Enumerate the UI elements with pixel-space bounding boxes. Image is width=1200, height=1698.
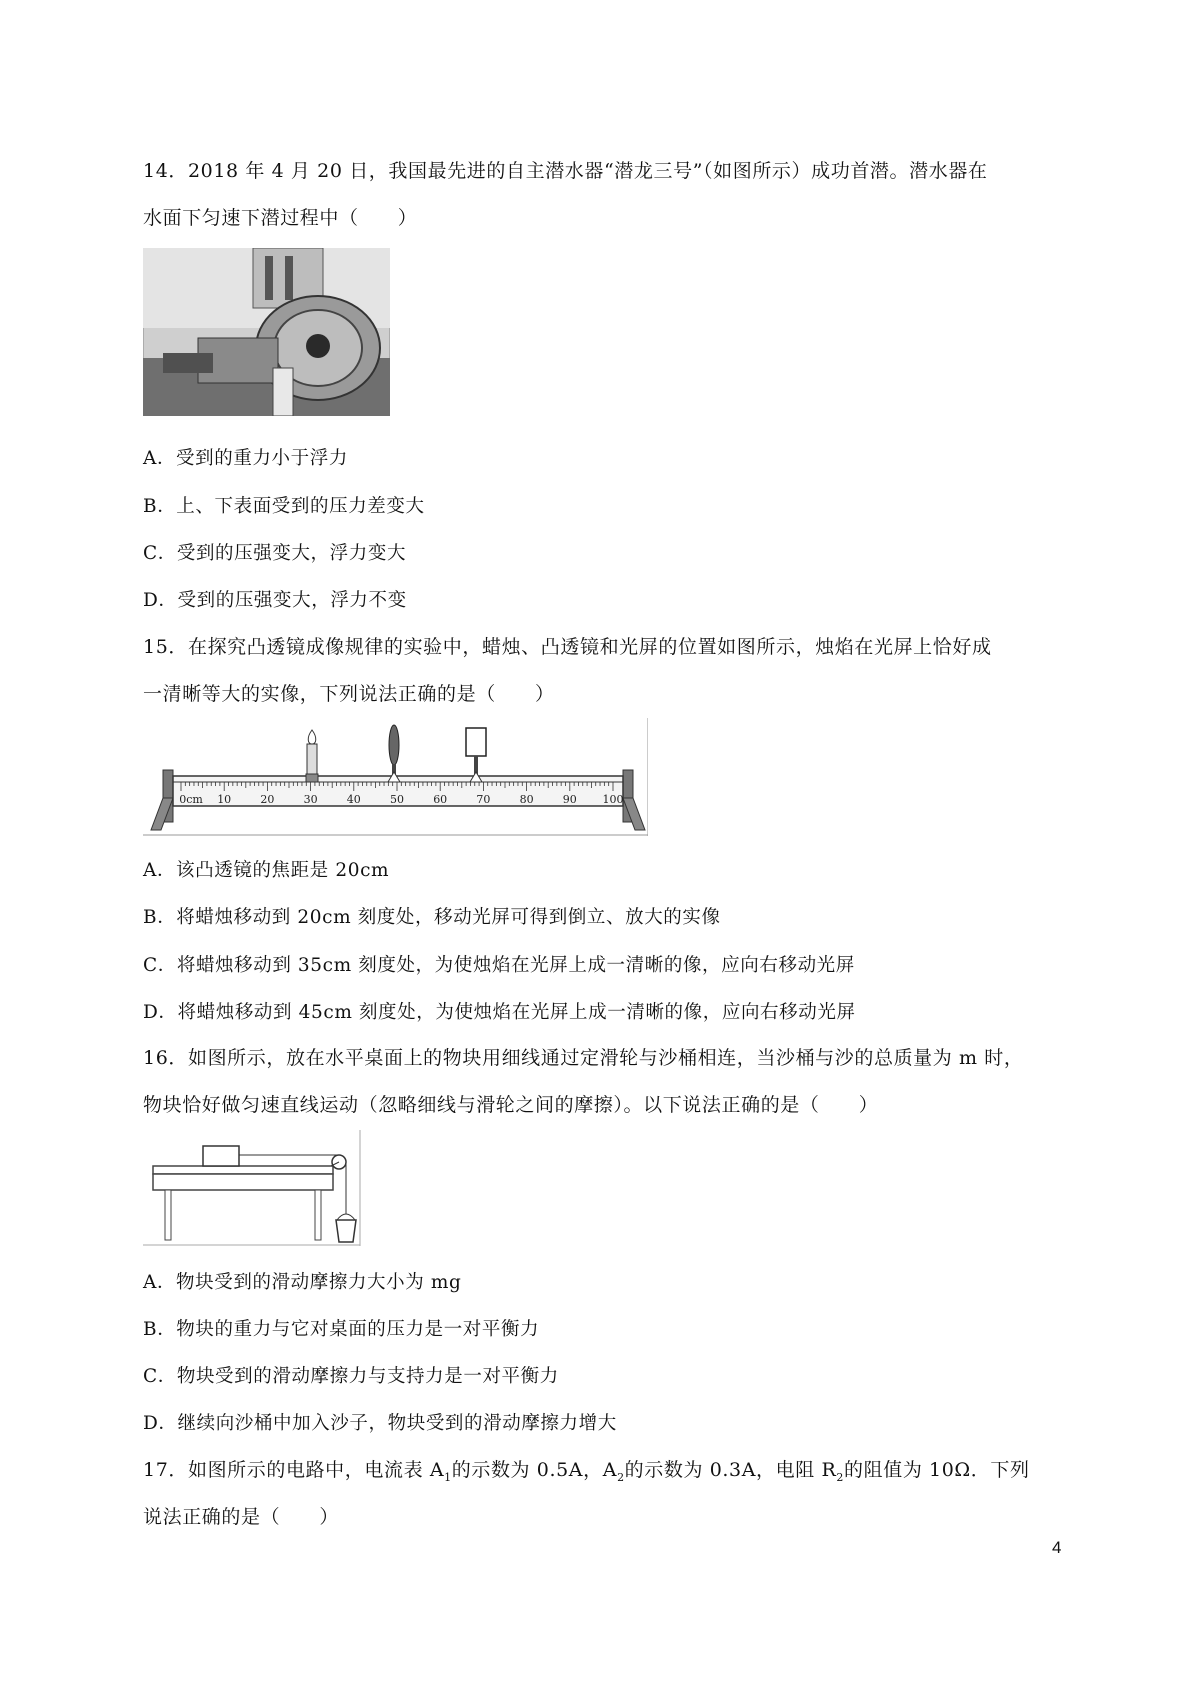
q15-option-c: C．将蜡烛移动到 35cm 刻度处，为使烛焰在光屏上成一清晰的像，应向右移动光屏	[143, 955, 855, 976]
q16-stem-line2: 物块恰好做匀速直线运动（忽略细线与滑轮之间的摩擦）。以下说法正确的是（ ）	[143, 1094, 879, 1116]
q15-stem-line1: 15．在探究凸透镜成像规律的实验中，蜡烛、凸透镜和光屏的位置如图所示，烛焰在光屏上恰好成	[143, 636, 992, 658]
table-pulley-diagram	[143, 1130, 361, 1246]
q14-option-d: D．受到的压强变大，浮力不变	[143, 590, 407, 611]
q16-option-c: C．物块受到的滑动摩擦力与支持力是一对平衡力	[143, 1366, 559, 1387]
q14-stem-line2: 水面下匀速下潜过程中（ ）	[143, 207, 418, 229]
q15-option-a: A．该凸透镜的焦距是 20cm	[143, 860, 390, 881]
ruler-label: 70	[476, 793, 491, 806]
ruler-label: 100	[602, 793, 624, 806]
ruler-label: 60	[433, 793, 448, 806]
q17-stem-line1: 17．如图所示的电路中，电流表 $A_1$的示数为 0.5A，$A_2$的示数为 0.3A，电阻 $R_2$的阻值为 10Ω．下列	[143, 1459, 1030, 1484]
q14-option-b: B．上、下表面受到的压力差变大	[143, 496, 425, 517]
ruler-label: 90	[562, 793, 577, 806]
q15-stem-line2: 一清晰等大的实像，下列说法正确的是（ ）	[143, 683, 555, 705]
q16-option-b: B．物块的重力与它对桌面的压力是一对平衡力	[143, 1319, 540, 1340]
q17-stem-line2: 说法正确的是（ ）	[143, 1506, 340, 1528]
page-number: 4	[1052, 1538, 1062, 1557]
q16-option-a: A．物块受到的滑动摩擦力大小为 mg	[143, 1272, 462, 1293]
q16-option-d: D．继续向沙桶中加入沙子，物块受到的滑动摩擦力增大	[143, 1413, 617, 1434]
ruler-label: 80	[519, 793, 534, 806]
ruler-label: 30	[303, 793, 318, 806]
q16-stem-line1: 16．如图所示，放在水平桌面上的物块用细线通过定滑轮与沙桶相连，当沙桶与沙的总质量为 m 时，	[143, 1047, 1024, 1069]
ruler-label: 40	[346, 793, 361, 806]
ruler-label: 50	[390, 793, 404, 806]
light-screen	[466, 728, 486, 782]
submersible-photo	[143, 248, 390, 416]
ruler-label: 20	[260, 793, 275, 806]
ruler-label: 0cm	[179, 793, 203, 806]
q14-option-c: C．受到的压强变大，浮力变大	[143, 543, 407, 564]
candle	[306, 730, 318, 782]
ruler-label: 10	[217, 793, 232, 806]
q14-stem-line1: 14．2018 年 4 月 20 日，我国最先进的自主潜水器“潜龙三号”（如图所示）成功首潜。潜水器在	[143, 160, 988, 182]
q14-option-a: A．受到的重力小于浮力	[143, 448, 348, 469]
optical-bench-diagram	[143, 718, 648, 836]
q15-option-d: D．将蜡烛移动到 45cm 刻度处，为使烛焰在光屏上成一清晰的像，应向右移动光屏	[143, 1002, 856, 1023]
q15-option-b: B．将蜡烛移动到 20cm 刻度处，移动光屏可得到倒立、放大的实像	[143, 907, 721, 928]
convex-lens	[388, 725, 400, 782]
